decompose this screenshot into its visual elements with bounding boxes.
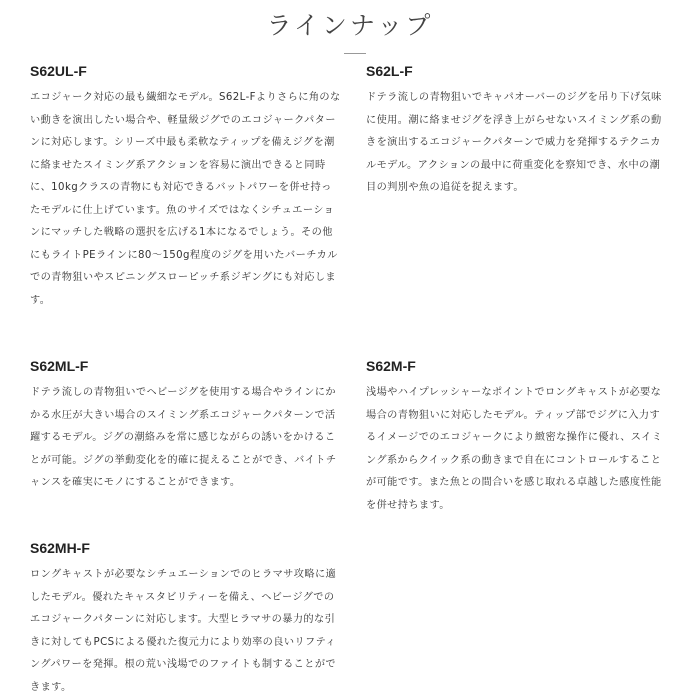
product-name: S62MH-F bbox=[30, 540, 90, 556]
product-card-s62mh-f bbox=[30, 540, 342, 699]
product-description: ロングキャストが必要なシチュエーションでのヒラマサ攻略に適したモデル。優れたキャスタビリティーを備え、ヘビージグでのエコジャークパターンに対応します。大型ヒラマサの暴力的な引きに対してもPCSによる優れた復元力により効率の良いリフティングパワーを発揮。根の荒い浅場でのファイトも制することができます。 bbox=[30, 569, 337, 693]
product-description: ドテラ流しの青物狙いでキャパオーバーのジグを吊り下げ気味に使用。潮に絡ませジグを浮き上がらせないスイミング系の動きを演出するエコジャークパターンで威力を発揮するテクニカルモデル。アクションの最中に荷重変化を察知でき、水中の潮目の判別や魚の追従を捉えます。 bbox=[366, 92, 662, 193]
product-card-s62ml-f bbox=[30, 358, 342, 495]
product-name: S62L-F bbox=[366, 63, 413, 79]
product-card-s62m-f bbox=[366, 358, 670, 517]
product-description: エコジャーク対応の最も繊細なモデル。S62L-Fよりさらに角のない動きを演出したい場合や、軽量級ジグでのエコジャークパターンに対応します。シリーズ中最も柔軟なティップを備えジグを潮に絡ませたスイミング系アクションを容易に演出できると同時に、10kgクラスの青物にも対応できるバットパワーを併せ持ったモデルに仕上げています。魚のサイズではなくシチュエーションにマッチした戦略の選択を広げる1本になるでしょう。その他にもライトPEラインに80〜150g程度のジグを用いたバーチカルでの青物狙いやスピニングスローピッチ系ジギングにも対応します。 bbox=[30, 92, 341, 306]
product-name: S62UL-F bbox=[30, 63, 87, 79]
product-description: 浅場やハイプレッシャーなポイントでロングキャストが必要な場合の青物狙いに対応したモデル。ティップ部でジグに入力するイメージでのエコジャークにより緻密な操作に優れ、スイミング系からクイック系の動きまで自在にコントロールすることが可能です。また魚との間合いを感じ取れる卓越した感度性能を併せ持ちます。 bbox=[366, 387, 663, 511]
page-title: ラインナップ bbox=[266, 11, 434, 40]
product-name: S62ML-F bbox=[30, 358, 89, 374]
product-card-s62ul-f bbox=[30, 63, 342, 312]
product-name: S62M-F bbox=[366, 358, 416, 374]
title-divider bbox=[344, 53, 366, 54]
product-description: ドテラ流しの青物狙いでヘビージグを使用する場合やラインにかかる水圧が大きい場合のスイミング系エコジャークパターンで活躍するモデル。ジグの潮絡みを常に感じながらの誘いをかけることが可能。ジグの挙動変化を的確に捉えることができ、バイトチャンスを確実にモノにすることができます。 bbox=[30, 387, 337, 488]
product-card-s62l-f bbox=[366, 63, 670, 200]
